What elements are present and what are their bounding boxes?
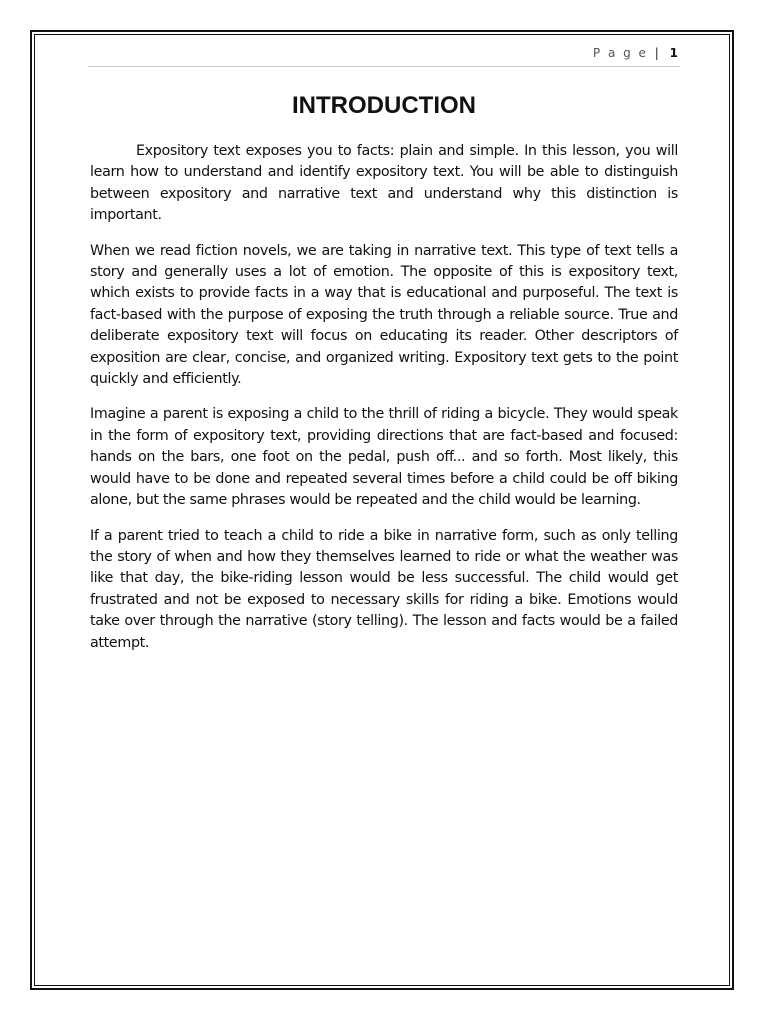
body-text [90, 141, 678, 668]
paragraph-4: If a parent tried to teach a child to ride a bike in narrative form, such as only telling the story of when and how they themselves learned to ride or what the weather was like that day, the bike-riding lesson would be less successful. The child would get frustrated and not be exposed to necessary skills for riding a bike. Emotions would take over through the narrative (story telling). The lesson and facts would be a failed attempt. [90, 527, 678, 651]
page-number: 1 [669, 46, 678, 60]
paragraph-3: Imagine a parent is exposing a child to the thrill of riding a bicycle. They would speak in the form of expository text, providing directions that are fact-based and focused: hands on the bars, one foot on the pedal, push off... and so forth. Most likely, this would have to be done and repeated several times before a child could be off biking alone, but the same phrases would be repeated and the child would be learning. [90, 406, 678, 509]
paragraph-1: Expository text exposes you to facts: plain and simple. In this lesson, you will learn how to understand and identify expository text. You will be able to distinguish between expository and narrative text and understand why this distinction is important. [90, 143, 678, 224]
page-number-header [593, 46, 678, 60]
page-title: INTRODUCTION [292, 92, 476, 119]
page-label: P a g e [592, 46, 648, 60]
page-separator: | [654, 46, 661, 60]
paragraph-2: When we read fiction novels, we are taking in narrative text. This type of text tells a story and generally uses a lot of emotion. The opposite of this is expository text, which exists to provide facts in a way that is educational and purposeful. The text is fact-based with the purpose of exposing the truth through a reliable source. True and deliberate expository text will focus on educating its reader. Other descriptors of exposition are clear, concise, and organized writing. Expository text gets to the point quickly and efficiently. [90, 242, 678, 388]
header-rule [88, 66, 680, 67]
